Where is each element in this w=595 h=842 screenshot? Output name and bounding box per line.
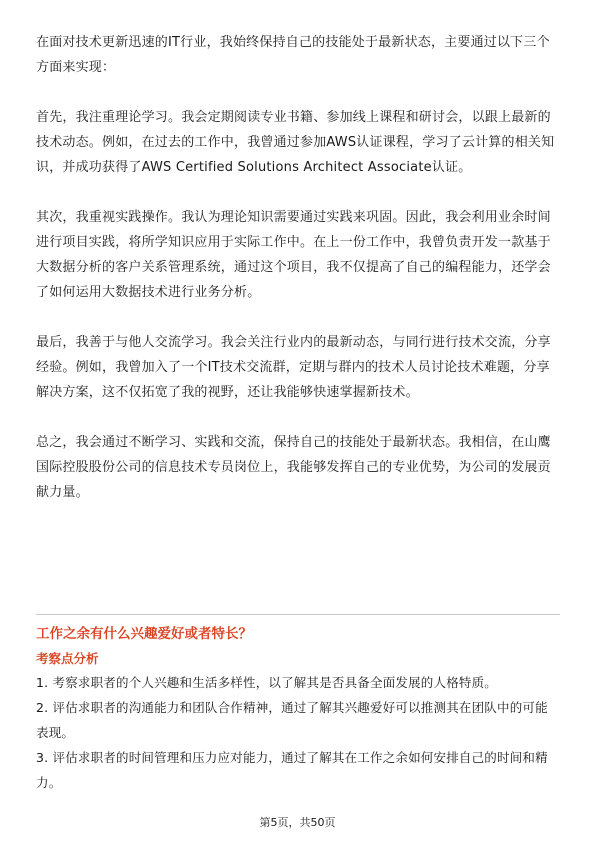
page-number: 第5页，共50页 bbox=[259, 816, 336, 829]
answer-intro-paragraph: 在面对技术更新迅速的IT行业，我始终保持自己的技能处于最新状态，主要通过以下三个方面来实现： bbox=[36, 35, 550, 75]
answer-body bbox=[36, 30, 560, 505]
next-question-section bbox=[36, 622, 560, 795]
analysis-point: 3. 评估求职者的时间管理和压力应对能力，通过了解其在工作之余如何安排自己的时间和精力。 bbox=[36, 750, 548, 790]
answer-theory-paragraph: 首先，我注重理论学习。我会定期阅读专业书籍、参加线上课程和研讨会，以跟上最新的技术动态。例如，在过去的工作中，我曾通过参加AWS认证课程，学习了云计算的相关知识，并成功获得了AWS Certified Solutions Architect Associate认证。 bbox=[36, 110, 555, 175]
answer-communication-paragraph: 最后，我善于与他人交流学习。我会关注行业内的最新动态，与同行进行技术交流，分享经验。例如，我曾加入了一个IT技术交流群，定期与群内的技术人员讨论技术难题，分享解决方案，这不仅拓宽了我的视野，还让我能够快速掌握新技术。 bbox=[36, 335, 551, 400]
analysis-point: 1. 考察求职者的个人兴趣和生活多样性，以了解其是否具备全面发展的人格特质。 bbox=[36, 675, 498, 690]
analysis-heading: 考察点分析 bbox=[36, 651, 99, 666]
answer-practice-paragraph: 其次，我重视实践操作。我认为理论知识需要通过实践来巩固。因此，我会利用业余时间进行项目实践，将所学知识应用于实际工作中。在上一份工作中，我曾负责开发一款基于大数据分析的客户关系管理系统，通过这个项目，我不仅提高了自己的编程能力，还学会了如何运用大数据技术进行业务分析。 bbox=[36, 210, 551, 300]
analysis-point: 2. 评估求职者的沟通能力和团队合作精神，通过了解其兴趣爱好可以推测其在团队中的可能表现。 bbox=[36, 700, 548, 740]
answer-conclusion-paragraph: 总之，我会通过不断学习、实践和交流，保持自己的技能处于最新状态。我相信，在山鹰国际控股股份公司的信息技术专员岗位上，我能够发挥自己的专业优势，为公司的发展贡献力量。 bbox=[36, 435, 551, 500]
question-title: 工作之余有什么兴趣爱好或者特长？ bbox=[36, 626, 252, 642]
section-divider bbox=[36, 614, 560, 615]
